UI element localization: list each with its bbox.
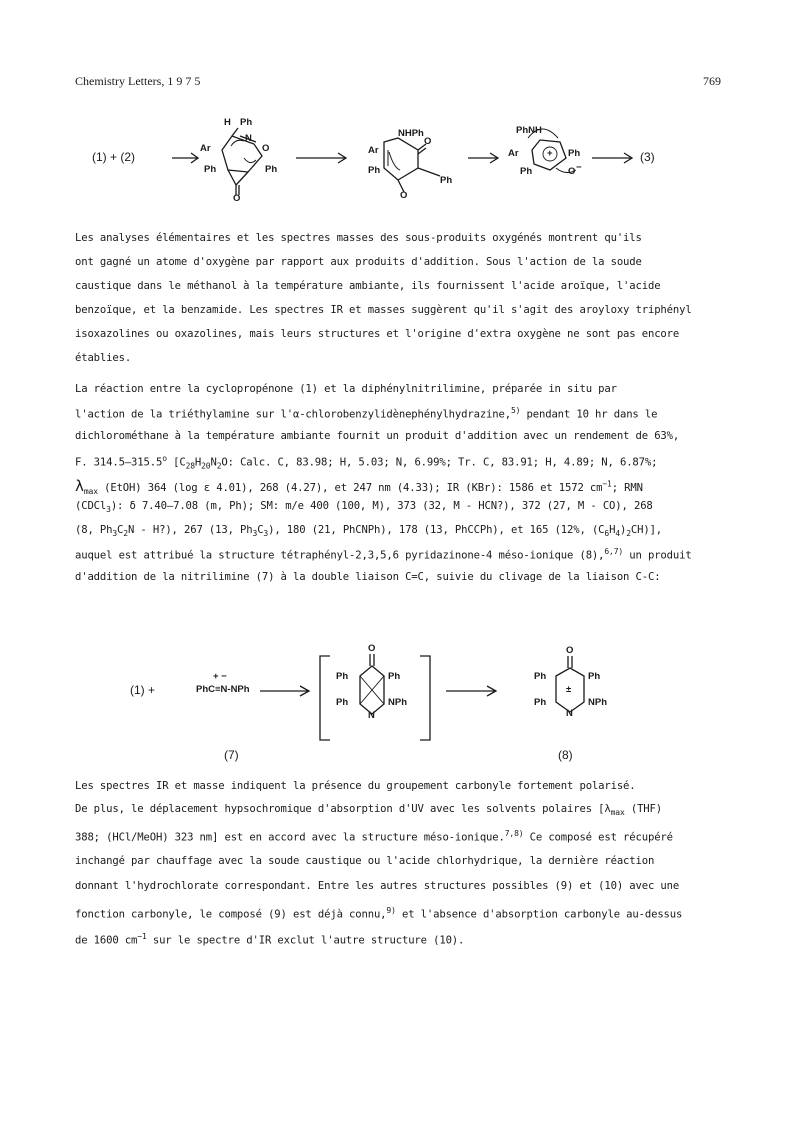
paragraph2-line: d'addition de la nitrilimine (7) à la double liaison C=C, suivie du clivage de la liaison C-C: — [75, 571, 661, 583]
scheme2-nitrilimine-formula: PhC≡N-NPh — [196, 684, 250, 695]
scheme2-Ph-label: Ph — [534, 671, 547, 682]
scheme2-N-label: N — [368, 710, 375, 721]
reference-superscript: 6,7) — [604, 547, 624, 556]
superscript: −1 — [602, 479, 612, 489]
text-span: pendant 10 hr dans le — [520, 408, 658, 421]
text-span: (8, Ph — [75, 524, 113, 536]
scheme1-Ar-label: Ar — [200, 143, 211, 154]
scheme1-Ph-label: Ph — [568, 148, 581, 159]
text-span: fonction carbonyle, le composé (9) est déjà connu, — [75, 908, 387, 921]
text-span: De plus, le déplacement hypsochromique d'absorption d'UV avec les solvents polaires [λ — [75, 803, 611, 815]
paragraph2-line: La réaction entre la cyclopropénone (1) et la diphénylnitrilimine, préparée in situ par — [75, 383, 617, 395]
subscript: 6 — [604, 529, 610, 539]
degree-superscript: o — [162, 454, 167, 463]
text-span: 388; (HCl/MeOH) 323 nm] est en accord avec la structure méso-ionique. — [75, 831, 505, 844]
subscript: max — [610, 808, 625, 818]
running-header-journal: Chemistry Letters, 1 9 7 5 — [75, 74, 201, 88]
scheme2-charges: + − — [213, 671, 227, 682]
compound-label-8: (8) — [558, 748, 573, 762]
subscript: 3 — [263, 529, 269, 539]
scheme1-Ph-label: Ph — [265, 164, 278, 175]
text-span: CH)], — [630, 524, 663, 536]
scheme1-product-label: (3) — [640, 150, 655, 164]
text-span: [C — [166, 456, 186, 469]
text-span: O: Calc. C, 83.98; H, 5.03; N, 6.99%; Tr. C, 83.91; H, 4.89; N, 6.87%; — [221, 456, 658, 469]
text-span: ), 180 (21, PhCNPh), 178 (13, PhCCPh), et 165 (12%, (C — [268, 524, 605, 536]
scheme2-Ph-label: Ph — [336, 671, 349, 682]
scheme2-Ph-label: Ph — [534, 697, 547, 708]
subscript: 3 — [252, 529, 258, 539]
text-span: N - H?), 267 (13, Ph — [127, 524, 253, 536]
scheme2-plus-minus-charge: ± — [566, 684, 572, 695]
text-span: H — [609, 524, 616, 536]
subscript: max — [83, 487, 98, 497]
reaction-arrow-5 — [260, 686, 309, 696]
scheme1-Ph-label: Ph — [368, 165, 381, 176]
paragraph3-line: inchangé par chauffage avec la soude caustique ou l'acide chlorhydrique, la dernière réaction — [75, 855, 655, 867]
subscript: 3 — [112, 529, 118, 539]
subscript: 2 — [626, 529, 631, 539]
text-span: C — [257, 524, 264, 536]
text-span: (THF) — [624, 803, 662, 815]
scheme1-Ph-label: Ph — [520, 166, 533, 177]
scheme1-Ph-label: Ph — [440, 175, 453, 186]
text-span: et l'absence d'absorption carbonyle au-dessus — [395, 908, 683, 921]
text-span: auquel est attribué la structure tétraphényl-2,3,5,6 pyridazinone-4 méso-ionique (8), — [75, 549, 605, 562]
subscript: 2 — [123, 529, 128, 539]
text-span: de 1600 cm — [75, 934, 138, 947]
paragraph2-line: dichlorométhane à la température ambiante fournit un produit d'addition avec un rendement de 63%, — [75, 430, 680, 442]
scheme2-Ph-label: Ph — [336, 697, 349, 708]
scheme2-N-label: N — [566, 708, 573, 719]
superscript: −1 — [137, 932, 147, 941]
scheme1-O-label: O — [568, 166, 576, 177]
paragraph1-line: isoxazolines ou oxazolines, mais leurs structures et l'origine d'extra oxygène ne sont pas encore — [75, 328, 680, 340]
scheme2-O-label: O — [566, 645, 574, 656]
subscript: 3 — [106, 505, 111, 515]
subscript: 20 — [201, 461, 211, 471]
scheme1-Ar-label: Ar — [368, 145, 379, 156]
scheme1-PhNH-label: PhNH — [516, 125, 542, 136]
page-number: 769 — [703, 74, 721, 88]
scheme1-plus-charge: + — [547, 148, 553, 159]
reaction-arrow-6 — [446, 686, 496, 696]
paragraph3-line: donnant l'hydrochlorate correspondant. Entre les autres structures possibles (9) et (10) avec une — [75, 880, 680, 892]
lambda-symbol: λ — [75, 477, 84, 495]
scheme1-Ph-label: Ph — [204, 164, 217, 175]
scheme2-NPh-label: NPh — [388, 697, 407, 708]
scheme1-O-label: O — [262, 143, 270, 154]
paragraph3-line — [75, 906, 682, 921]
text-span: C — [117, 524, 124, 536]
scheme1-Ph-label: Ph — [240, 117, 253, 128]
reference-superscript: 5) — [510, 406, 521, 415]
compound-label-7: (7) — [224, 748, 239, 762]
text-span: ) — [619, 524, 627, 536]
scheme2-reactant-label: (1) + — [130, 683, 156, 697]
scheme1-Ar-label: Ar — [508, 148, 519, 159]
text-span: l'action de la triéthylamine sur l'α-chlorobenzylidènephénylhydrazine, — [75, 408, 511, 421]
paragraph1-line: ont gagné un atome d'oxygène par rapport aux produits d'addition. Sous l'action de la soude — [75, 256, 642, 268]
scheme1-O-label: O — [424, 136, 432, 147]
left-bracket — [320, 656, 330, 740]
scheme2-Ph-label: Ph — [588, 671, 601, 682]
paragraph1-line: Les analyses élémentaires et les spectres masses des sous-produits oxygénés montrent qu'ils — [75, 232, 642, 244]
text-span: ; RMN — [611, 482, 643, 494]
right-bracket — [420, 656, 430, 740]
scheme1-NHPh-label: NHPh — [398, 128, 424, 139]
text-span: sur le spectre d'IR exclut l'autre structure (10). — [146, 934, 465, 947]
subscript: 28 — [185, 461, 195, 471]
subscript: 4 — [615, 529, 620, 539]
text-span: (CDCl — [75, 500, 107, 512]
text-span: (EtOH) 364 (log ε 4.01), 268 (4.27), et 247 nm (4.33); IR (KBr): 1586 et 1572 cm — [97, 482, 603, 494]
scheme2-Ph-label: Ph — [388, 671, 401, 682]
text-span: F. 314.5—315.5 — [75, 456, 163, 469]
paragraph3-line: Les spectres IR et masse indiquent la présence du groupement carbonyle fortement polarisé. — [75, 780, 636, 792]
text-span: Ce composé est récupéré — [523, 831, 673, 844]
paragraph1-line: établies. — [75, 352, 132, 364]
reference-superscript: 9) — [386, 906, 396, 915]
scheme1-N-label: N — [245, 133, 252, 144]
scheme1-minus-charge: − — [576, 162, 582, 173]
paragraph3-line — [75, 803, 662, 817]
structure-bicyclic-intermediate — [360, 654, 384, 714]
paragraph1-line: caustique dans le méthanol à la température ambiante, ils fournissent l'acide aroïque, l'acide — [75, 280, 661, 292]
paragraph3-line — [75, 829, 673, 844]
reference-superscript: 7,8) — [504, 829, 524, 838]
scheme2-O-label: O — [368, 643, 376, 654]
scheme1-O-label: O — [233, 193, 241, 204]
text-span: un produit — [623, 549, 692, 562]
paragraph3-line — [75, 932, 464, 947]
text-span: H — [194, 456, 202, 469]
subscript: 2 — [216, 461, 222, 471]
scheme2-NPh-label: NPh — [588, 697, 607, 708]
scheme1-H-label: H — [224, 117, 231, 128]
scheme1-reactants-label: (1) + (2) — [92, 150, 136, 164]
scheme1-O-label: O — [400, 190, 408, 201]
paragraph1-line: benzoïque, et la benzamide. Les spectres IR et masses suggèrent qu'il s'agit des aroyloxy triphényl — [75, 304, 692, 316]
text-span: N — [210, 456, 217, 469]
text-span: ): δ 7.40—7.08 (m, Ph); SM: m/e 400 (100, M), 373 (32, M - HCN?), 372 (27, M - CO), 268 — [110, 500, 653, 512]
